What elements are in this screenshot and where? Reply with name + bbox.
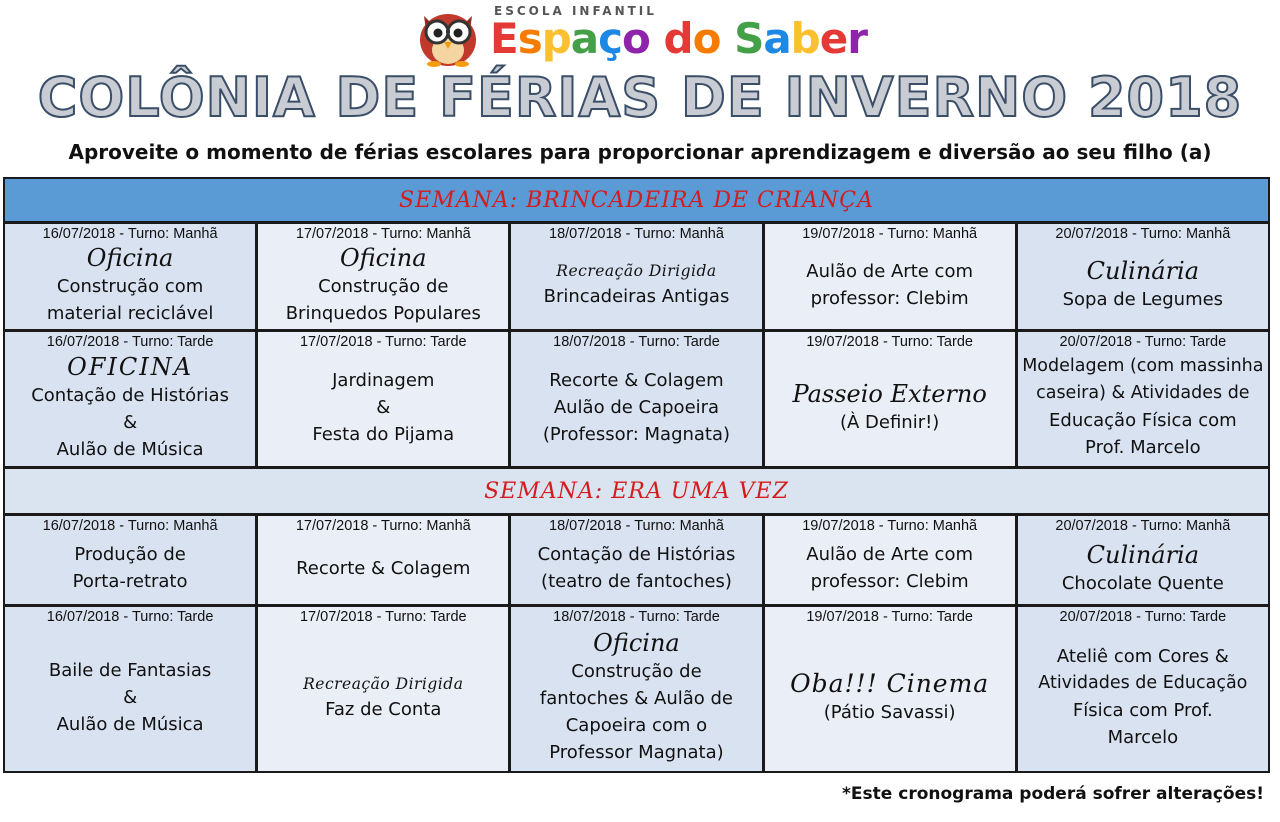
- activity-line: Produção de: [74, 544, 186, 565]
- cell-date: 18/07/2018 - Turno: Tarde: [553, 609, 720, 625]
- logo-letter: a: [570, 14, 599, 63]
- activity-line: (Professor: Magnata): [542, 423, 731, 445]
- cell-content: [258, 625, 508, 771]
- activity-line: material reciclável: [46, 302, 214, 324]
- activity-line: Contação de Histórias: [537, 544, 736, 565]
- cell-content: [5, 625, 255, 771]
- logo-letter: o: [692, 14, 721, 63]
- cell-date: 19/07/2018 - Turno: Tarde: [806, 609, 973, 625]
- cell-date: 19/07/2018 - Turno: Manhã: [802, 226, 978, 242]
- activity-line: Aulão de Capoeira: [553, 396, 720, 418]
- cell-date: 16/07/2018 - Turno: Tarde: [46, 609, 214, 625]
- schedule-cell: [1018, 224, 1268, 329]
- activity-heading: OFICINA: [67, 352, 194, 381]
- activity-line: Festa do Pijama: [312, 423, 455, 445]
- table-row: [5, 224, 1268, 329]
- cell-date: 19/07/2018 - Turno: Tarde: [806, 334, 973, 350]
- activity-line: Construção com: [56, 275, 204, 297]
- activity-line: Aulão de Música: [56, 438, 204, 460]
- activity-line: &: [123, 686, 138, 708]
- week-banner: SEMANA: BRINCADEIRA DE CRIANÇA: [5, 179, 1268, 221]
- logo-letter: a: [763, 14, 791, 63]
- cell-content: [765, 242, 1015, 329]
- page-header: [0, 0, 1280, 175]
- schedule-cell: [258, 516, 508, 604]
- activity-heading: Culinária: [1086, 540, 1200, 569]
- activity-heading: Recreação Dirigida: [303, 674, 464, 693]
- schedule-cell: [765, 332, 1015, 466]
- cell-date: 20/07/2018 - Turno: Tarde: [1059, 334, 1227, 350]
- logo-letter: o: [622, 14, 650, 63]
- logo-letter: S: [734, 14, 764, 63]
- schedule-cell: [511, 224, 761, 329]
- activity-line: Chocolate Quente: [1061, 572, 1224, 594]
- activity-line: (Pátio Savassi): [823, 701, 956, 723]
- activity-line: &: [376, 396, 391, 418]
- week-banner: SEMANA: ERA UMA VEZ: [5, 469, 1268, 513]
- activity-line: Aulão de Arte com: [806, 260, 974, 282]
- cell-date: 16/07/2018 - Turno: Manhã: [42, 226, 218, 242]
- schedule-cell: [765, 607, 1015, 771]
- activity-line: (À Definir!): [839, 411, 940, 433]
- logo-letter: b: [790, 14, 820, 63]
- cell-date: 17/07/2018 - Turno: Manhã: [295, 518, 471, 534]
- cell-content: [765, 625, 1015, 771]
- logo-letter: ç: [598, 14, 623, 63]
- schedule-cell: [5, 332, 255, 466]
- activity-heading: Oficina: [86, 243, 174, 272]
- activity-line: Recorte & Colagem: [549, 369, 724, 391]
- schedule-cell: [258, 224, 508, 329]
- cell-content: [511, 534, 761, 604]
- schedule-cell: [5, 516, 255, 604]
- activity-line: Construção de: [318, 275, 449, 297]
- cell-content: [5, 242, 255, 329]
- schedule-cell: [1018, 607, 1268, 771]
- cell-date: 17/07/2018 - Turno: Tarde: [299, 609, 467, 625]
- schedule-table: [3, 177, 1270, 773]
- schedule-cell: [765, 516, 1015, 604]
- activity-line: Prof. Marcelo: [1085, 437, 1201, 458]
- activity-heading: Oba!!! Cinema: [790, 668, 990, 698]
- logo-letter: d: [663, 14, 693, 63]
- activity-line: Construção de: [571, 661, 702, 682]
- cell-content: [258, 242, 508, 329]
- school-logo: [412, 2, 867, 68]
- schedule-cell: [5, 607, 255, 771]
- cell-date: 17/07/2018 - Turno: Manhã: [295, 226, 471, 242]
- activity-heading: Oficina: [339, 243, 427, 272]
- cell-date: 20/07/2018 - Turno: Manhã: [1055, 226, 1231, 242]
- activity-line: fantoches & Aulão de: [539, 688, 733, 709]
- cell-date: 16/07/2018 - Turno: Tarde: [46, 334, 214, 350]
- logo-letter: s: [517, 14, 542, 63]
- activity-line: professor: Clebim: [810, 571, 969, 592]
- activity-line: (teatro de fantoches): [541, 571, 732, 592]
- cell-date: 20/07/2018 - Turno: Tarde: [1059, 609, 1227, 625]
- activity-heading: Passeio Externo: [792, 379, 987, 408]
- table-row: [5, 607, 1268, 771]
- owl-icon: [412, 4, 484, 68]
- activity-line: Ateliê com Cores &: [1056, 646, 1229, 667]
- logo-letter: e: [819, 14, 848, 63]
- schedule-cell: [258, 607, 508, 771]
- cell-date: 18/07/2018 - Turno: Manhã: [549, 226, 724, 242]
- footnote: *Este cronograma poderá sofrer alterações!: [842, 784, 1264, 804]
- logo-prefix: ESCOLA INFANTIL: [494, 4, 657, 18]
- logo-letter: [650, 14, 664, 63]
- activity-heading: Culinária: [1086, 257, 1200, 285]
- activity-line: Marcelo: [1107, 727, 1179, 748]
- logo-wordmark: [490, 14, 867, 63]
- schedule-cell: [765, 224, 1015, 329]
- activity-line: Faz de Conta: [325, 698, 442, 720]
- cell-date: 18/07/2018 - Turno: Tarde: [553, 334, 720, 350]
- cell-content: [511, 242, 761, 329]
- activity-line: Aulão de Arte com: [806, 544, 974, 565]
- page-title: COLÔNIA DE FÉRIAS DE INVERNO 2018: [37, 66, 1243, 129]
- cell-content: [258, 350, 508, 466]
- page-subtitle: Aproveite o momento de férias escolares para proporcionar aprendizagem e diversão ao seu filho (a): [68, 140, 1212, 164]
- activity-line: Brinquedos Populares: [285, 302, 481, 324]
- cell-content: [5, 350, 255, 466]
- activity-line: Educação Física com: [1049, 410, 1237, 431]
- schedule-cell: [1018, 516, 1268, 604]
- activity-line: &: [123, 411, 138, 433]
- cell-content: [511, 625, 761, 771]
- cell-content: [511, 350, 761, 466]
- activity-line: Brincadeiras Antigas: [543, 286, 730, 307]
- logo-letter: [720, 14, 734, 63]
- activity-line: caseira) & Atividades de: [1036, 383, 1250, 403]
- activity-line: Modelagem (com massinha: [1022, 356, 1264, 376]
- cell-content: [765, 534, 1015, 604]
- cell-content: [258, 534, 508, 604]
- schedule-cell: [511, 332, 761, 466]
- cell-content: [1018, 534, 1268, 604]
- table-row: [5, 332, 1268, 466]
- logo-letter: E: [490, 14, 518, 63]
- activity-line: Porta-retrato: [72, 571, 188, 592]
- schedule-cell: [258, 332, 508, 466]
- cell-date: 19/07/2018 - Turno: Manhã: [802, 518, 978, 534]
- activity-line: Baile de Fantasias: [48, 659, 212, 681]
- activity-line: Jardinagem: [332, 369, 435, 391]
- activity-line: Aulão de Música: [56, 713, 204, 735]
- schedule-cell: [5, 224, 255, 329]
- activity-heading: Recreação Dirigida: [556, 262, 717, 280]
- cell-content: [5, 534, 255, 604]
- table-row: [5, 516, 1268, 604]
- activity-line: Física com Prof.: [1072, 700, 1213, 721]
- logo-letter: p: [541, 14, 571, 63]
- activity-line: professor: Clebim: [810, 287, 969, 309]
- cell-date: 18/07/2018 - Turno: Manhã: [549, 518, 724, 534]
- activity-line: Professor Magnata): [549, 742, 724, 763]
- cell-date: 20/07/2018 - Turno: Manhã: [1055, 518, 1231, 534]
- activity-line: Capoeira com o: [565, 715, 708, 736]
- activity-line: Atividades de Educação: [1038, 673, 1248, 693]
- cell-content: [765, 350, 1015, 466]
- activity-line: Sopa de Legumes: [1062, 289, 1224, 310]
- cell-content: [1018, 350, 1268, 466]
- schedule-cell: [511, 607, 761, 771]
- schedule-cell: [511, 516, 761, 604]
- cell-date: 17/07/2018 - Turno: Tarde: [299, 334, 467, 350]
- cell-content: [1018, 625, 1268, 771]
- activity-heading: Oficina: [593, 629, 680, 657]
- activity-line: Contação de Histórias: [31, 384, 229, 406]
- schedule-cell: [1018, 332, 1268, 466]
- cell-date: 16/07/2018 - Turno: Manhã: [42, 518, 218, 534]
- activity-line: Recorte & Colagem: [296, 557, 471, 579]
- cell-content: [1018, 242, 1268, 329]
- logo-letter: r: [847, 14, 867, 63]
